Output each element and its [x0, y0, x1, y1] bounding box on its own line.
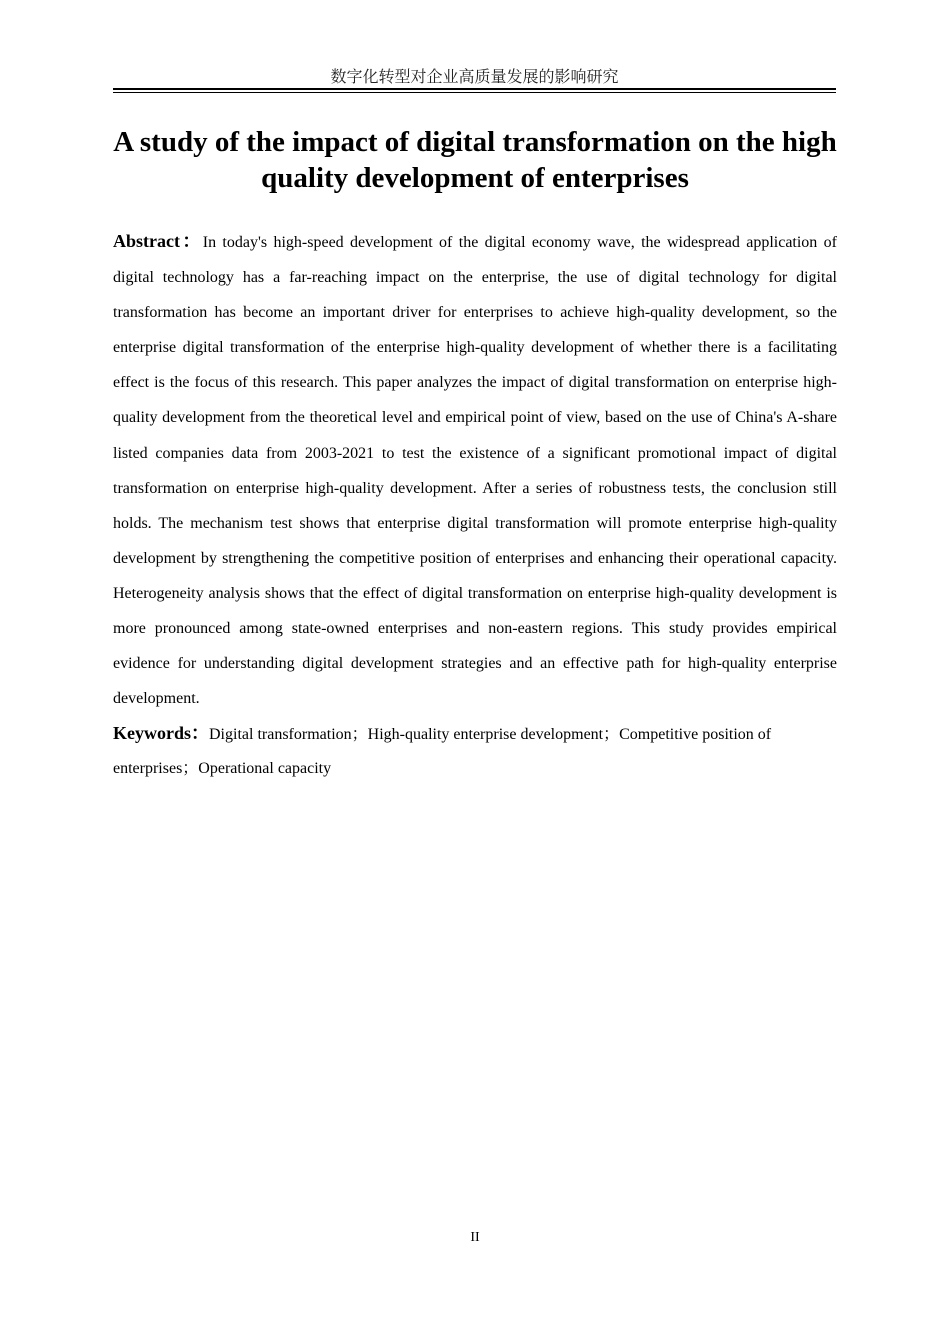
paper-title: A study of the impact of digital transformation on the high quality development of enterprises — [113, 126, 837, 194]
abstract-label: Abstract： — [113, 231, 203, 251]
page-number: II — [470, 1230, 480, 1245]
running-header: 数字化转型对企业高质量发展的影响研究 — [330, 67, 619, 86]
header-rule-thin — [113, 92, 836, 93]
abstract-paragraph — [113, 224, 837, 716]
keywords-paragraph — [113, 716, 837, 786]
abstract-text: In today's high-speed development of the digital economy wave, the widespread application of digital technology has a far-reaching impact on the enterprise, the use of digital technology for digital transformation has become an important driver for enterprises to achieve high-quality development, so the enterprise digital transformation of the enterprise high-quality development of whether there is a facilitating effect is the focus of this research. This paper analyzes the impact of digital transformation on enterprise high-quality development from the theoretical level and empirical point of view, based on the use of China's A-share listed companies data from 2003-2021 to test the existence of a significant promotional impact of digital transformation on enterprise high-quality development. After a series of robustness tests, the conclusion still holds. The mechanism test shows that enterprise digital transformation will promote enterprise high-quality development by strengthening the competitive position of enterprises and enhancing their operational capacity. Heterogeneity analysis shows that the effect of digital transformation on enterprise high-quality development is more pronounced among state-owned enterprises and non-eastern regions. This study provides empirical evidence for understanding digital development strategies and an effective path for high-quality enterprise development. — [113, 234, 838, 708]
keywords-label: Keywords： — [113, 723, 209, 743]
keywords-text: Digital transformation；High-quality enterprise development；Competitive position of enterprises；Operational capacity — [113, 726, 772, 777]
header-rule-thick — [113, 88, 836, 90]
